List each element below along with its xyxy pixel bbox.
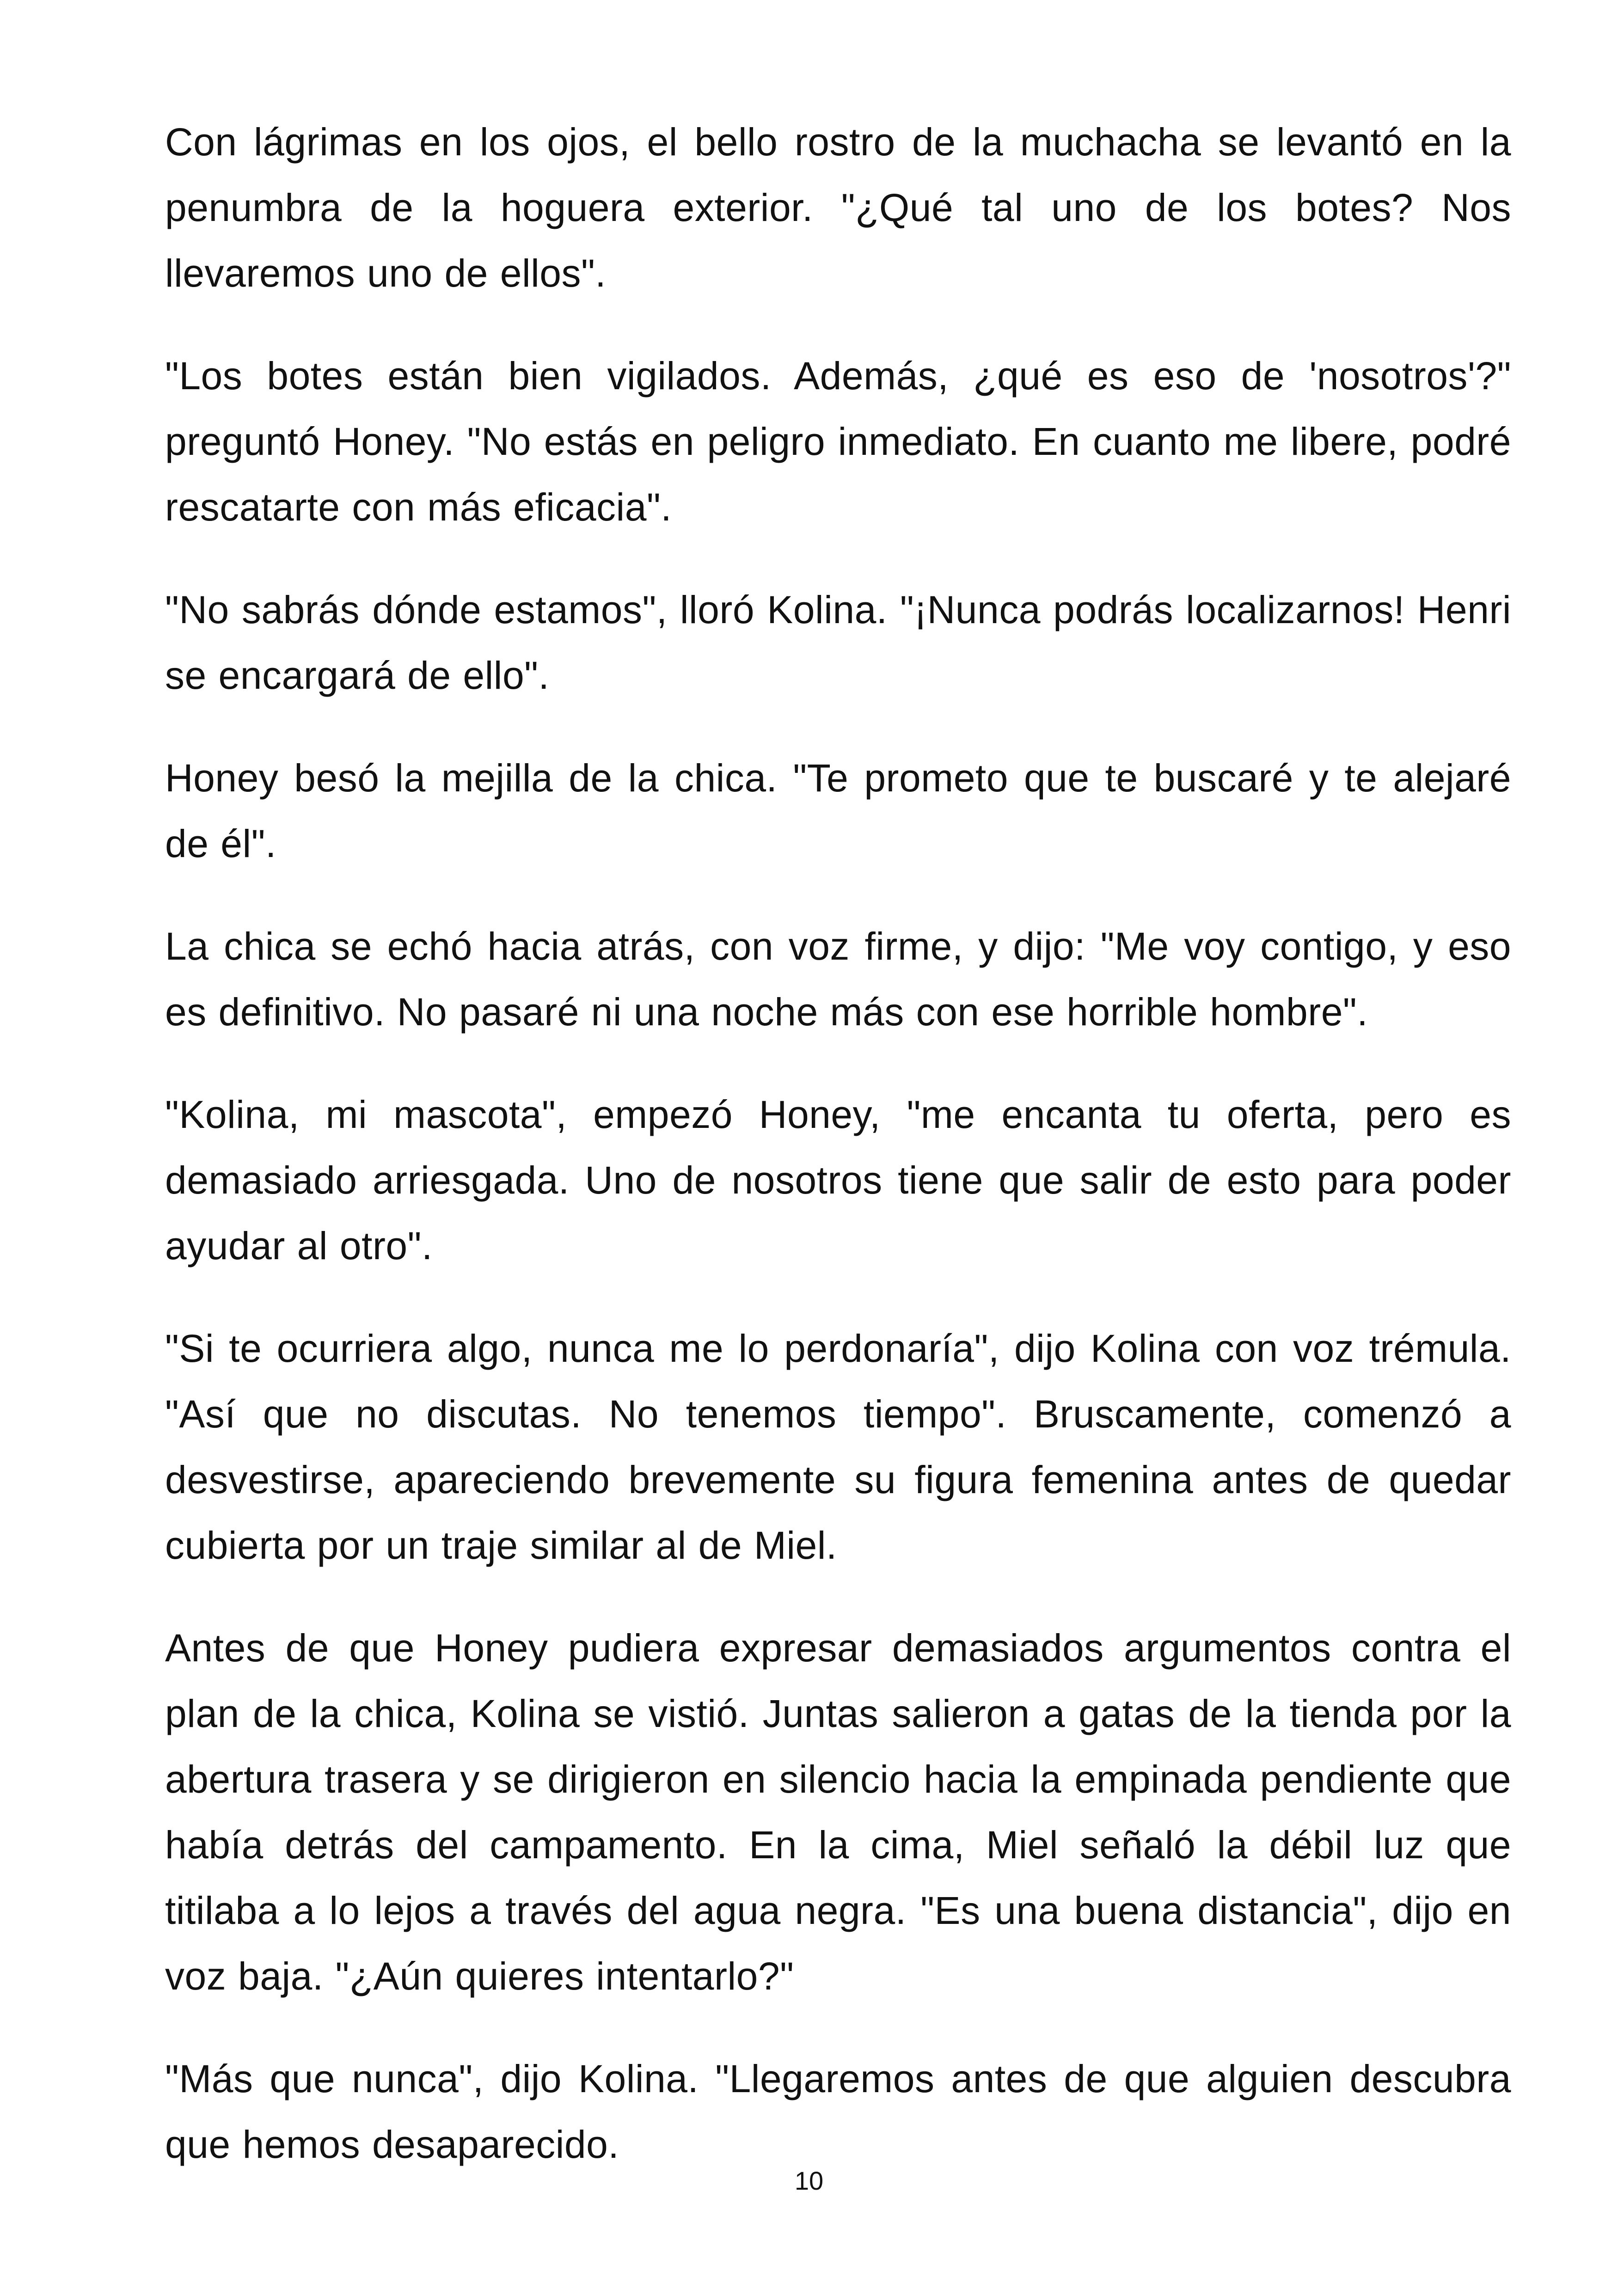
- paragraph: Antes de que Honey pudiera expresar demasiados argumentos contra el plan de la chica, Kolina se vistió. Juntas salieron a gatas de la tienda por la abertura trasera y se dirigieron en silencio hacia la empinada pendiente que había detrás del campamento. En la cima, Miel señaló la débil luz que titilaba a lo lejos a través del agua negra. "Es una buena distancia", dijo en voz baja. "¿Aún quieres intentarlo?": [165, 1626, 1511, 1998]
- paragraph: Honey besó la mejilla de la chica. "Te prometo que te buscaré y te alejaré de él".: [165, 756, 1511, 865]
- paragraph: "Más que nunca", dijo Kolina. "Llegaremos antes de que alguien descubra que hemos desaparecido.: [165, 2057, 1511, 2166]
- paragraph: "No sabrás dónde estamos", lloró Kolina. "¡Nunca podrás localizarnos! Henri se encargará de ello".: [165, 588, 1511, 697]
- paragraph: La chica se echó hacia atrás, con voz firme, y dijo: "Me voy contigo, y eso es definitivo. No pasaré ni una noche más con ese horrible hombre".: [165, 925, 1511, 1034]
- page-number: 10: [794, 2166, 824, 2195]
- paragraph: "Los botes están bien vigilados. Además, ¿qué es eso de 'nosotros'?" preguntó Honey. "No estás en peligro inmediato. En cuanto me libere, podré rescatarte con más eficacia".: [165, 354, 1511, 529]
- body-text: [165, 109, 1511, 2214]
- paragraph: "Si te ocurriera algo, nunca me lo perdonaría", dijo Kolina con voz trémula. "Así que no discutas. No tenemos tiempo". Bruscamente, comenzó a desvestirse, apareciendo brevemente su figura femenina antes de quedar cubierta por un traje similar al de Miel.: [165, 1327, 1511, 1567]
- paragraph: Con lágrimas en los ojos, el bello rostro de la muchacha se levantó en la penumbra de la hoguera exterior. "¿Qué tal uno de los botes? Nos llevaremos uno de ellos".: [165, 120, 1511, 295]
- paragraph: "Kolina, mi mascota", empezó Honey, "me encanta tu oferta, pero es demasiado arriesgada. Uno de nosotros tiene que salir de esto para poder ayudar al otro".: [165, 1093, 1511, 1267]
